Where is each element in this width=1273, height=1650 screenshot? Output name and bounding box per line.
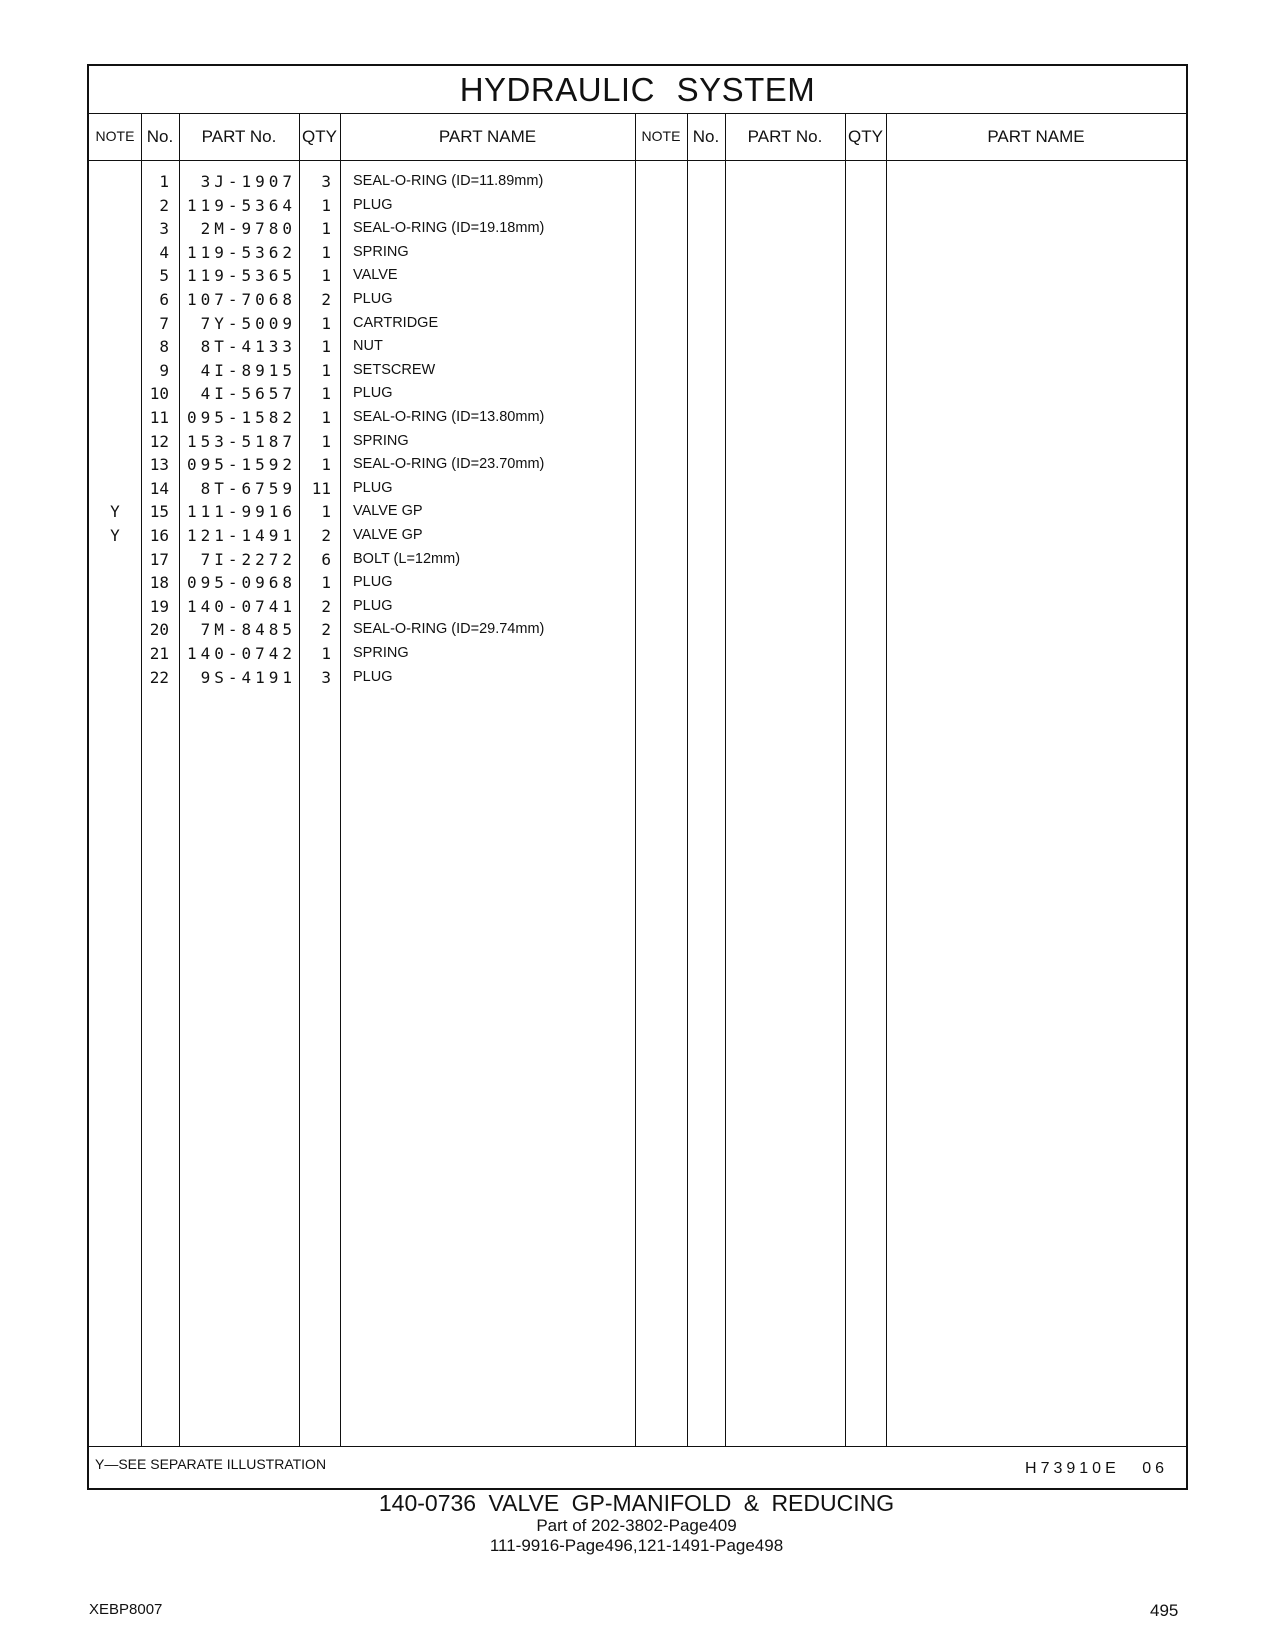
row-quantity: 2 [321,620,331,640]
column-divider [845,113,846,1446]
row-part-number: 8T-4133 [200,337,296,357]
header-part-no-right: PART No. [747,127,823,146]
row-quantity: 3 [321,172,331,191]
row-part-number: 121-1491 [186,526,296,545]
row-quantity: 1 [321,195,331,215]
row-part-number: 4I-5657 [200,384,296,404]
row-quantity: 1 [321,384,331,404]
row-part-name: SETSCREW [353,361,436,378]
row-part-number: 119-5364 [186,195,296,215]
row-item-number: 21 [149,644,169,663]
row-quantity: 2 [321,526,331,545]
row-part-number: 4I-8915 [200,360,296,380]
row-quantity: 6 [321,549,331,569]
row-item-number: 4 [159,242,169,262]
row-quantity: 1 [321,573,331,593]
note-legend: Y—SEE SEPARATE ILLUSTRATION [95,1456,327,1472]
row-note: Y [110,502,120,522]
row-item-number: 19 [149,596,169,616]
header-qty-right: QTY [848,127,883,146]
header-note-left: NOTE [95,128,135,144]
row-part-number: 7I-2272 [200,549,296,569]
row-item-number: 15 [149,502,169,522]
row-item-number: 16 [149,526,169,545]
row-item-number: 2 [159,195,169,215]
row-item-number: 22 [149,667,169,687]
column-divider [687,113,688,1446]
row-item-number: 8 [159,337,169,357]
column-divider [340,113,341,1446]
row-part-name: SEAL-O-RING (ID=11.89mm) [353,173,544,189]
row-part-number: 140-0742 [186,644,296,663]
header-no-left: No. [146,127,174,146]
row-quantity: 1 [321,337,331,357]
row-quantity: 3 [321,667,331,687]
row-quantity: 1 [321,266,331,286]
document-id: XEBP8007 [89,1601,163,1618]
page-number: 495 [1150,1601,1179,1620]
row-item-number: 20 [149,620,169,640]
row-quantity: 1 [321,313,331,333]
group-caption: 140-0736 VALVE GP-MANIFOLD & REDUCING [378,1490,895,1516]
row-item-number: 6 [159,290,169,309]
row-quantity: 2 [321,596,331,616]
row-item-number: 12 [149,431,169,451]
row-part-name: SPRING [353,645,409,661]
row-part-name: PLUG [353,291,393,307]
row-part-number: 140-0741 [186,596,296,616]
column-divider [635,113,636,1446]
row-part-name: VALVE GP [353,503,423,520]
row-part-name: SPRING [353,243,409,260]
row-part-name: PLUG [353,668,393,685]
row-quantity: 1 [321,644,331,663]
row-note: Y [110,526,120,545]
row-part-number: 095-1582 [186,408,296,427]
row-part-number: 8T-6759 [200,478,296,498]
row-quantity: 11 [311,478,331,498]
row-quantity: 1 [321,408,331,427]
header-note-right: NOTE [641,128,681,144]
row-item-number: 17 [149,549,169,569]
row-part-number: 111-9916 [186,502,296,522]
row-item-number: 9 [159,360,169,380]
row-quantity: 1 [321,219,331,239]
row-item-number: 18 [149,573,169,593]
header-part-name-left: PART NAME [438,127,537,146]
row-part-name: VALVE GP [353,527,423,543]
row-part-name: PLUG [353,597,393,614]
row-item-number: 5 [159,266,169,286]
row-quantity: 1 [321,360,331,380]
column-divider [725,113,726,1446]
row-part-name: PLUG [353,479,393,496]
row-quantity: 1 [321,431,331,451]
column-divider [299,113,300,1446]
row-part-number: 7Y-5009 [200,313,296,333]
row-part-name: VALVE [353,267,398,284]
parts-list-frame [87,64,1188,1490]
row-part-name: CARTRIDGE [353,314,439,331]
row-part-name: NUT [353,338,383,355]
row-quantity: 2 [321,290,331,309]
row-part-name: PLUG [353,196,393,213]
column-divider [886,113,887,1446]
row-quantity: 1 [321,455,331,475]
row-part-number: 119-5362 [186,242,296,262]
row-item-number: 1 [159,172,169,191]
row-quantity: 1 [321,242,331,262]
row-item-number: 11 [149,408,169,427]
row-item-number: 10 [149,384,169,404]
group-parent-reference: Part of 202-3802-Page409 [536,1516,737,1535]
header-part-name-right: PART NAME [987,127,1085,146]
section-title: HYDRAULIC SYSTEM [89,66,1186,114]
table-header [89,113,1186,161]
row-part-number: 119-5365 [186,266,296,286]
row-part-name: PLUG [353,574,393,591]
row-part-name: SEAL-O-RING (ID=29.74mm) [353,621,545,638]
group-cross-reference: 111-9916-Page496,121-1491-Page498 [489,1536,784,1555]
row-part-number: 9S-4191 [200,667,296,687]
row-part-name: SEAL-O-RING (ID=19.18mm) [353,220,545,237]
row-part-name: SPRING [353,432,409,449]
row-item-number: 13 [149,455,169,475]
row-part-number: 2M-9780 [200,219,296,239]
row-part-name: SEAL-O-RING (ID=23.70mm) [353,456,545,473]
row-part-number: 3J-1907 [200,172,296,191]
row-part-name: BOLT (L=12mm) [353,550,461,567]
row-item-number: 7 [159,313,169,333]
footer-divider [89,1446,1186,1447]
row-item-number: 3 [159,219,169,239]
row-part-name: SEAL-O-RING (ID=13.80mm) [353,409,545,425]
header-no-right: No. [692,127,720,146]
row-part-number: 7M-8485 [200,620,296,640]
row-quantity: 1 [321,502,331,522]
header-part-no-left: PART No. [201,127,277,146]
header-qty-left: QTY [302,127,337,146]
row-item-number: 14 [149,478,169,498]
row-part-name: PLUG [353,385,393,402]
row-part-number: 095-0968 [186,573,296,593]
row-part-number: 153-5187 [186,431,296,451]
row-part-number: 107-7068 [186,290,296,309]
illustration-code: H73910E 06 [1025,1460,1168,1477]
row-part-number: 095-1592 [186,455,296,475]
